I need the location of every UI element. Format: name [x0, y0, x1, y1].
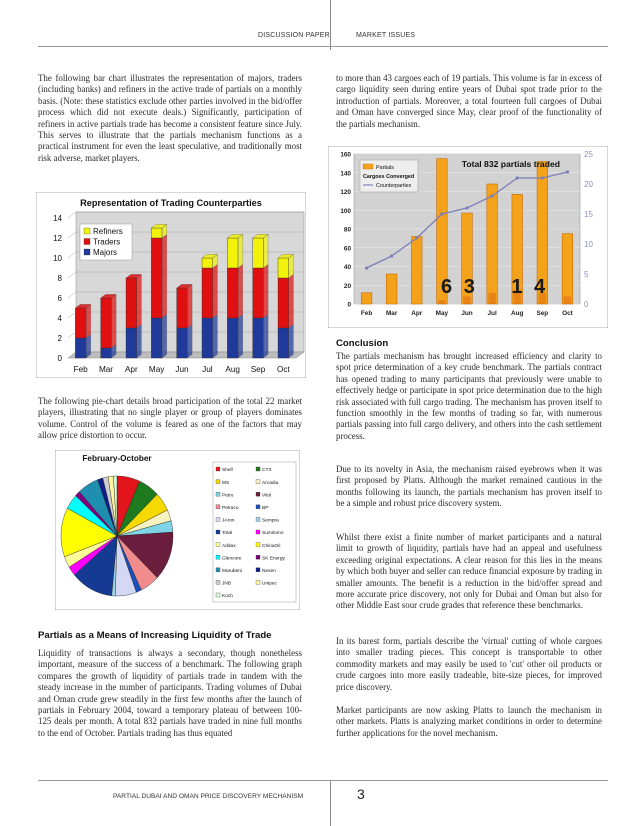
- bar-traders: [227, 268, 238, 318]
- pie-legend-swatch: [216, 543, 220, 547]
- legend-label-traders: Traders: [93, 237, 121, 247]
- left-paragraph-3: Liquidity of transactions is always a secondary, though nonetheless important, measure of the success of a benchmark. The following graph compares the growth of liquidity of partials trade in tandem with the steady increase in the number of participants. Trading volumes of Dubai and Oman crude grew steadily in the first few months after the launch of partials in February 2004, toward a temporary plateau of between 100-125 deals per month. A total 832 partials have traded in nine full months to the end of October. Partials trading has thus equated: [38, 648, 302, 738]
- liquidity-y-right-tick: 5: [584, 270, 589, 279]
- bar-traders: [278, 278, 289, 328]
- left-paragraph-1: The following bar chart illustrates the representation of majors, traders (including banks) and refiners in the active trade of partials on a monthly basis. (Note: these statistics exclude other parties involved in the bid/offer process which did not execute deals.) Significantly, participation of refiners in active partials trade has become a consistent feature since July. This serves to illustrate that the partials mechanism functions as a practical instrument for even the least speculative, and traditionally most risk adverse, market players.: [38, 73, 302, 163]
- liquidity-x-tick: May: [435, 310, 449, 317]
- counterparties-point: [365, 266, 368, 269]
- right-paragraph-1: to more than 43 cargoes each of 19 partials. This volume is far in excess of cargo liquidity seen during entire years of Dubai spot trade prior to the introduction of partials. Moreover, a total fourteen full cargoes of Dubai and Oman have converged since May, clear proof of the functionality of the partials mechanism.: [336, 73, 602, 129]
- bar-chart-x-tick: Oct: [276, 365, 290, 374]
- header-right-label: MARKET ISSUES: [356, 32, 416, 39]
- legend-label-counterparties: Counterparties: [376, 183, 412, 189]
- liquidity-chart-title: Total 832 partials traded: [461, 159, 560, 169]
- legend-label-converged: Cargoes Converged: [363, 174, 415, 180]
- bar-side-traders: [111, 294, 116, 348]
- partials-bar: [562, 234, 573, 304]
- bar-chart-y-tick: 10: [53, 254, 62, 263]
- legend-swatch-refiners: [84, 228, 90, 234]
- converged-bar: [564, 297, 571, 305]
- liquidity-x-tick: Mar: [385, 310, 398, 317]
- pie-legend-label: Petraco: [222, 506, 239, 511]
- partials-bar: [386, 274, 397, 304]
- pie-legend-swatch: [256, 467, 260, 471]
- partials-bar: [361, 293, 372, 304]
- pie-legend-label: BP: [262, 506, 269, 511]
- page-header: [0, 0, 638, 52]
- bar-traders: [101, 298, 112, 348]
- pie-legend-label: Addax: [222, 543, 236, 549]
- pie-legend-label: Glencore: [222, 556, 242, 562]
- bar-traders: [151, 238, 162, 318]
- bar-side-traders: [238, 264, 243, 318]
- bar-side-traders: [187, 284, 192, 328]
- bar-chart-x-tick: May: [148, 365, 165, 374]
- bar-side-majors: [263, 314, 268, 358]
- header-divider: [330, 0, 331, 50]
- pie-legend-swatch: [216, 467, 220, 471]
- bar-side-refiners: [289, 254, 294, 278]
- pie-chart-title: February-October: [82, 454, 152, 463]
- bar-refiners: [227, 238, 238, 268]
- bar-chart-x-tick: Aug: [225, 365, 240, 374]
- bar-chart-y-tick: 14: [53, 214, 62, 223]
- legend-swatch-traders: [84, 239, 90, 245]
- pie-legend-label: MS: [222, 480, 230, 486]
- counterparties-point: [440, 212, 443, 215]
- footer-title: PARTIAL DUBAI AND OMAN PRICE DISCOVERY MECHANISM: [113, 793, 304, 800]
- bar-refiners: [202, 258, 213, 268]
- pie-legend-swatch: [256, 480, 260, 484]
- pie-legend-label: Marubeni: [222, 569, 242, 574]
- legend-swatch-majors: [84, 249, 90, 255]
- right-paragraph-6: Market participants are now asking Platts to launch the mechanism in other markets. Platts is analyzing market conditions in order to determine further applications for the novel mechanism.: [336, 705, 602, 738]
- pie-legend-swatch: [216, 568, 220, 572]
- liquidity-y-left-tick: 80: [343, 226, 351, 234]
- counterparties-point: [541, 176, 544, 179]
- bar-chart-x-tick: Apr: [124, 365, 138, 374]
- bar-side-majors: [187, 324, 192, 358]
- bar-chart-x-tick: Sep: [250, 365, 266, 374]
- pie-legend-swatch: [216, 555, 220, 559]
- liquidity-y-left-tick: 60: [343, 245, 351, 253]
- pie-legend-swatch: [256, 543, 260, 547]
- pie-legend-swatch: [256, 517, 260, 521]
- liquidity-x-tick: Feb: [360, 310, 373, 317]
- pie-chart-svg: [55, 450, 300, 610]
- bar-chart-title: Representation of Trading Counterparties: [80, 198, 262, 208]
- pie-legend-swatch: [216, 492, 220, 496]
- pie-legend-swatch: [256, 492, 260, 496]
- legend-label-majors: Majors: [93, 248, 118, 257]
- bar-refiners: [253, 238, 264, 268]
- bar-chart-x-tick: Feb: [73, 365, 88, 374]
- liquidity-y-left-tick: 0: [347, 301, 351, 309]
- partials-bar: [412, 237, 423, 305]
- bar-traders: [202, 268, 213, 318]
- legend-label-refiners: Refiners: [93, 227, 123, 236]
- converged-bar: [488, 293, 495, 304]
- pie-legend-label: Vitol: [262, 493, 272, 499]
- pie-legend-label: Sumitomo: [262, 531, 284, 537]
- pie-legend-label: ChinaOil: [262, 543, 281, 549]
- bar-side-traders: [213, 264, 218, 318]
- bar-majors: [227, 318, 238, 358]
- liquidity-x-tick: Jun: [461, 310, 473, 317]
- bar-chart-counterparties: [36, 192, 306, 378]
- liquidity-chart: [328, 146, 608, 328]
- bar-majors: [278, 328, 289, 358]
- right-paragraph-3: Due to its novelty in Asia, the mechanism raised eyebrows when it was first proposed by Platts. Although the market remained cautious in the months following its launch, the partials mechanism has proven itself to be a simple and robust price discovery system.: [336, 464, 602, 509]
- bar-side-majors: [162, 314, 167, 358]
- pie-legend-swatch: [216, 580, 220, 584]
- right-paragraph-2: The partials mechanism has brought increased efficiency and clarity to spot price determination of a key crude benchmark. The partials contract has opened trading to many participants that previously were unable to effectively hedge or participate in spot price determination due to the high risk associated with full cargo trading. The mechanism has proven itself to function smoothly in the few months of trading so far, with numerous partials passing into full cargo delivery, and others into the cash settlement process.: [336, 351, 602, 441]
- bar-side-majors: [86, 334, 91, 358]
- counterparties-point: [491, 194, 494, 197]
- counterparties-point: [390, 254, 393, 257]
- bar-majors: [101, 348, 112, 358]
- pie-legend-swatch: [256, 568, 260, 572]
- liquidity-y-left-tick: 120: [340, 189, 351, 196]
- pie-legend-label: JAron: [222, 518, 235, 524]
- partials-bar: [487, 184, 498, 304]
- liquidity-y-left-tick: 20: [343, 282, 351, 290]
- bar-traders: [126, 278, 137, 328]
- liquidity-x-tick: Sep: [536, 310, 549, 317]
- converged-bar: [438, 300, 445, 304]
- liquidity-y-left-tick: 40: [343, 264, 351, 271]
- pie-legend-label: Koch: [222, 594, 233, 600]
- right-paragraph-5: In its barest form, partials describe the 'virtual' cutting of whole cargoes into smaller trading pieces. This concept is transportable to other commodity markets and may easily be used to 'cut' other oil products or crude cargoes into more easily tradeable, bite-size pieces, for improved price discovery.: [336, 636, 602, 692]
- bar-side-refiners: [263, 234, 268, 268]
- bar-chart-y-tick: 2: [57, 334, 62, 343]
- right-paragraph-4: Whilst there exist a finite number of market participants and a natural limit to growth of liquidity, partials have had an appeal and usefulness exceeding original expectations. A clear reason for this lies in the means by which both buyer and seller can reduce financial exposure by trading in smaller amounts. The benefit is a reduction in the bid/offer spread and more accurate price discovery, not only for Dubai and Oman but also for other Middle East sour crude grades that reference these benchmarks.: [336, 532, 602, 611]
- bar-majors: [177, 328, 188, 358]
- counterparties-point: [516, 176, 519, 179]
- liquidity-y-right-tick: 20: [584, 180, 593, 189]
- liquidity-y-left-tick: 100: [340, 207, 351, 215]
- bar-refiners: [151, 228, 162, 238]
- footer-rule: [38, 780, 608, 781]
- bar-side-refiners: [238, 234, 243, 268]
- pie-legend-label: Arcadia: [262, 480, 279, 486]
- bar-chart-svg: [36, 192, 306, 378]
- bar-side-majors: [213, 314, 218, 358]
- bar-side-majors: [238, 314, 243, 358]
- bar-chart-x-tick: Jun: [175, 365, 189, 374]
- liquidity-y-right-tick: 15: [584, 210, 593, 219]
- pie-legend-swatch: [216, 530, 220, 534]
- pie-legend-swatch: [256, 555, 260, 559]
- liquidity-x-tick: Oct: [562, 310, 573, 317]
- bar-majors: [75, 338, 86, 358]
- liquidity-y-right-tick: 10: [584, 240, 593, 249]
- header-left-label: DISCUSSION PAPER: [258, 32, 330, 39]
- liquidity-x-tick: Apr: [411, 310, 423, 317]
- bar-side-majors: [137, 324, 142, 358]
- liquidity-x-tick: Jul: [487, 310, 497, 317]
- left-paragraph-2: The following pie-chart details broad participation of the total 22 market players, illustrating that no single player or group of players dominates volume. Control of the volume is feared as one of the factors that may allow price distortion to occur.: [38, 396, 302, 441]
- pie-legend-swatch: [216, 480, 220, 484]
- page-number: 3: [357, 786, 365, 802]
- pie-legend-label: Sempra: [262, 518, 279, 524]
- liquidity-x-tick: Aug: [511, 310, 524, 317]
- bar-side-traders: [162, 234, 167, 318]
- counterparties-point: [566, 170, 569, 173]
- pie-legend-swatch: [256, 505, 260, 509]
- bar-side-traders: [137, 274, 142, 328]
- legend-label-partials: Partials: [376, 165, 394, 171]
- converged-annotation-1: 6 3: [441, 275, 478, 298]
- bar-side-traders: [86, 304, 91, 338]
- bar-chart-y-tick: 0: [57, 354, 62, 363]
- pie-legend-label: Petro: [222, 493, 234, 499]
- bar-chart-x-tick: Mar: [98, 365, 114, 374]
- bar-chart-x-tick: Jul: [202, 365, 213, 374]
- liquidity-y-left-tick: 160: [340, 151, 351, 159]
- pie-legend-swatch: [216, 517, 220, 521]
- counterparties-point: [415, 236, 418, 239]
- pie-legend-label: Unipec: [262, 581, 277, 587]
- bar-majors: [126, 328, 137, 358]
- bar-traders: [75, 308, 86, 338]
- bar-traders: [177, 288, 188, 328]
- legend-swatch-partials: [363, 164, 373, 169]
- bar-chart-y-tick: 6: [57, 294, 62, 303]
- header-rule: [38, 46, 608, 47]
- bar-side-majors: [289, 324, 294, 358]
- bar-chart-y-tick: 4: [57, 314, 62, 323]
- footer-divider: [330, 780, 331, 826]
- pie-legend-label: Total: [222, 531, 233, 537]
- bar-side-traders: [289, 274, 294, 328]
- bar-side-traders: [263, 264, 268, 318]
- converged-annotation-2: 1 4: [511, 275, 549, 298]
- pie-legend-swatch: [256, 580, 260, 584]
- bar-majors: [151, 318, 162, 358]
- pie-legend-label: CTX: [262, 468, 272, 474]
- liquidity-y-right-tick: 25: [584, 150, 593, 159]
- bar-chart-y-tick: 8: [57, 274, 62, 283]
- counterparties-point: [465, 206, 468, 209]
- pie-legend-label: Shell: [222, 468, 233, 474]
- pie-legend-label: Nexen: [262, 569, 276, 574]
- pie-legend-swatch: [256, 530, 260, 534]
- bar-chart-y-tick: 12: [53, 234, 62, 243]
- pie-legend-swatch: [216, 593, 220, 597]
- bar-majors: [202, 318, 213, 358]
- pie-legend-swatch: [216, 505, 220, 509]
- liquidity-y-right-tick: 0: [584, 300, 589, 309]
- liquidity-y-left-tick: 140: [340, 170, 351, 178]
- pie-legend-label: JNB: [222, 581, 232, 587]
- conclusion-heading: Conclusion: [336, 338, 389, 349]
- bar-majors: [253, 318, 264, 358]
- bar-traders: [253, 268, 264, 318]
- pie-legend-label: SK Energy: [262, 556, 285, 562]
- liquidity-chart-svg: [328, 146, 608, 328]
- pie-chart-participants: [55, 450, 300, 610]
- bar-refiners: [278, 258, 289, 278]
- liquidity-heading: Partials as a Means of Increasing Liquidity of Trade: [38, 630, 272, 641]
